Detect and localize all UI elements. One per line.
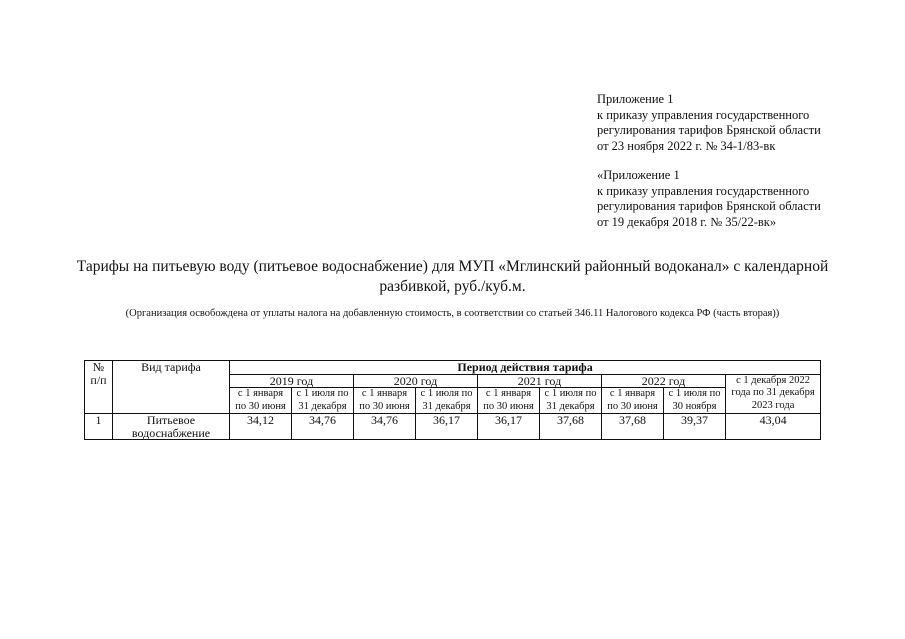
header-subperiod: с 1 июля по 31 декабря: [292, 388, 354, 414]
row-number: 1: [85, 414, 113, 440]
title-line-1: Тарифы на питьевую воду (питьевое водоснабжение) для МУП «Мглинский районный водоканал» с календарной: [76, 258, 829, 275]
header-year: 2022 год: [602, 374, 726, 388]
tariff-value: 34,76: [354, 414, 416, 440]
title-line-2: разбивкой, руб./куб.м.: [379, 278, 526, 295]
header-col-tariff-kind: Вид тарифа: [113, 361, 230, 414]
tariff-value: 43,04: [726, 414, 821, 440]
header-year: 2020 год: [354, 374, 478, 388]
tariff-value: 34,12: [230, 414, 292, 440]
tax-exemption-note: (Организация освобождена от уплаты налога на добавленную стоимость, в соответствии со статьей 346.11 Налогового кодекса РФ (часть вторая)): [125, 308, 780, 319]
appendix-line: Приложение 1: [597, 92, 674, 106]
header-year: 2021 год: [478, 374, 602, 388]
table-row: [85, 414, 821, 440]
tariff-value: 36,17: [416, 414, 478, 440]
header-year: 2019 год: [230, 374, 354, 388]
row-tariff-kind: Питьевое водоснабжение: [113, 414, 230, 440]
header-subperiod: с 1 января по 30 июня: [230, 388, 292, 414]
appendix-line: от 19 декабря 2018 г. № 35/22-вк»: [597, 214, 777, 229]
appendix-header-current: [597, 92, 821, 154]
appendix-line: к приказу управления государственного: [597, 183, 810, 198]
appendix-header-previous: [597, 168, 821, 230]
header-row-period: [85, 361, 821, 375]
header-subperiod: с 1 января по 30 июня: [354, 388, 416, 414]
header-subperiod: с 1 января по 30 июня: [602, 388, 664, 414]
header-subperiod: с 1 января по 30 июня: [478, 388, 540, 414]
appendix-line: регулирования тарифов Брянской области: [597, 199, 821, 213]
tariff-value: 39,37: [664, 414, 726, 440]
appendix-line: от 23 ноября 2022 г. № 34-1/83-вк: [597, 138, 776, 153]
appendix-line: к приказу управления государственного: [597, 107, 810, 122]
header-subperiod: с 1 июля по 31 декабря: [416, 388, 478, 414]
tariff-value: 37,68: [602, 414, 664, 440]
header-last-period: с 1 декабря 2022 года по 31 декабря 2023 года: [726, 374, 821, 414]
appendix-line: «Приложение 1: [597, 168, 680, 182]
header-subperiod: с 1 июля по 31 декабря: [540, 388, 602, 414]
tariff-value: 37,68: [540, 414, 602, 440]
header-period: Период действия тарифа: [230, 361, 821, 375]
tariff-value: 34,76: [292, 414, 354, 440]
header-col-number: № п/п: [85, 361, 113, 414]
tariff-table: [84, 360, 821, 440]
header-subperiod: с 1 июля по 30 ноября: [664, 388, 726, 414]
document-title: [60, 257, 845, 297]
tariff-value: 36,17: [478, 414, 540, 440]
appendix-line: регулирования тарифов Брянской области: [597, 123, 821, 137]
